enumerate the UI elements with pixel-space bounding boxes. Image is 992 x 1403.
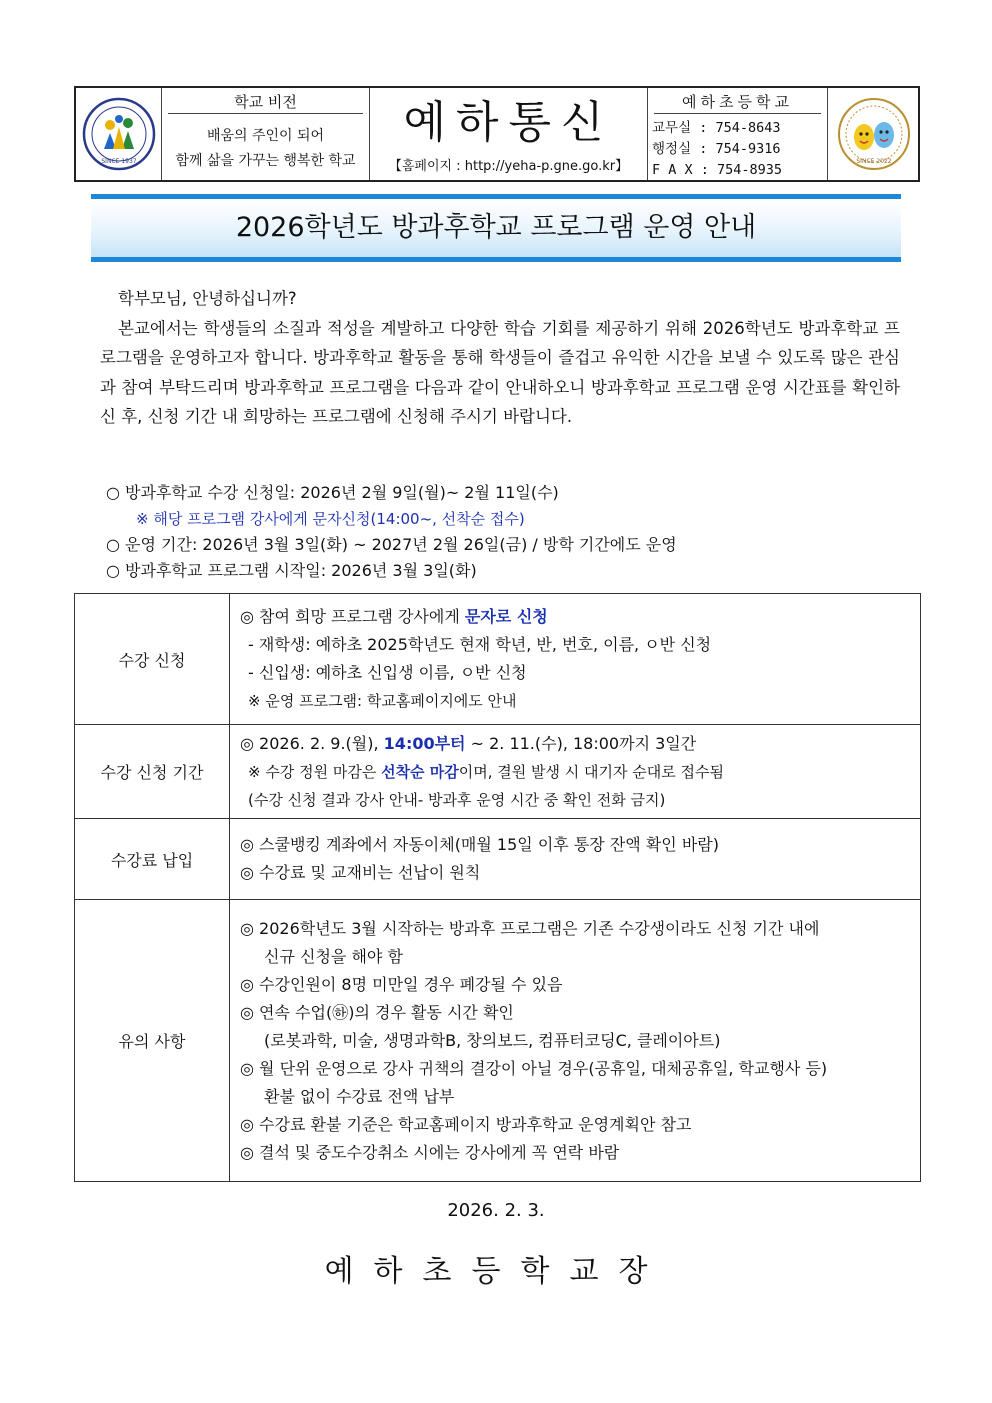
payment-line-1: ◎ 스쿨뱅킹 계좌에서 자동이체(매월 15일 이후 통장 잔액 확인 바람) (240, 835, 719, 854)
row-body-notes (230, 900, 921, 1182)
row-body-payment (230, 819, 921, 900)
homepage-address: 【홈페이지 : http://yeha-p.gne.go.kr】 (388, 159, 629, 174)
principal-signature: 예하초등학교장 (324, 1254, 668, 1289)
issue-date: 2026. 2. 3. (447, 1200, 545, 1221)
period-line-1c: ~ 2. 11.(수), 18:00까지 3일간 (465, 733, 697, 753)
operation-period-bullet: ○ 운영 기간: 2026년 3월 3일(화) ~ 2027년 2월 26일(금) / 방학 기간에도 운영 (106, 535, 677, 554)
row-label-payment: 수강료 납입 (75, 819, 230, 900)
row-label-apply: 수강 신청 (75, 594, 230, 725)
notes-line-6: ◎ 결석 및 중도수강취소 시에는 강사에게 꼭 연락 바람 (240, 1142, 620, 1162)
school-contact-cell (648, 88, 828, 180)
apply-date-bullet: ○ 방과후학교 수강 신청일: 2026년 2월 9일(월)~ 2월 11일(수) (106, 483, 559, 502)
document-title-banner: 2026학년도 방과후학교 프로그램 운영 안내 (91, 194, 901, 262)
notes-line-2: ◎ 수강인원이 8명 미만일 경우 폐강될 수 있음 (240, 974, 563, 994)
apply-highlight: 문자로 신청 (464, 607, 548, 626)
row-label-period: 수강 신청 기간 (75, 725, 230, 819)
greeting: 학부모님, 안녕하십니까? (118, 289, 297, 308)
newsletter-title: 예하통신 (403, 97, 614, 148)
payment-line-2: ◎ 수강료 및 교재비는 선납이 원칙 (240, 863, 481, 882)
notes-line-4b: 환불 없이 수강료 전액 납부 (264, 1086, 455, 1106)
notes-line-5: ◎ 수강료 환불 기준은 학교홈페이지 방과후학교 운영계획안 참고 (240, 1114, 692, 1134)
school-name: 예하초등학교 (654, 91, 821, 114)
intro-section (100, 284, 900, 432)
row-body-period (230, 725, 921, 819)
notes-line-3: ◎ 연속 수업(㉻)의 경우 활동 시간 확인 (240, 1002, 514, 1022)
notes-line-1: ◎ 2026학년도 3월 시작하는 방과후 프로그램은 기존 수강생이라도 신청 기간 내에 (240, 918, 820, 938)
school-emblem-logo (82, 97, 156, 171)
apply-line-4: ※ 운영 프로그램: 학교홈페이지에도 안내 (248, 692, 517, 710)
apply-line-1: ◎ 참여 희망 프로그램 강사에게 (240, 607, 465, 626)
contact-list (652, 118, 782, 181)
contact-office: 교무실 : 754-8643 (652, 120, 781, 136)
table-row (75, 819, 921, 900)
logo-left-caption: SINCE 1937 (100, 158, 137, 165)
start-date-bullet: ○ 방과후학교 프로그램 시작일: 2026년 3월 3일(화) (106, 561, 477, 580)
notes-line-1b: 신규 신청을 해야 함 (264, 946, 403, 966)
contact-fax: F A X : 754-8935 (652, 162, 783, 178)
period-highlight-time: 14:00부터 (383, 733, 466, 753)
mascot-logo-cell (828, 88, 920, 180)
intro-body: 본교에서는 학생들의 소질과 적성을 계발하고 다양한 학습 기회를 제공하기 위해 2026학년도 방과후학교 프로그램을 운영하고자 합니다. 방과후학교 활동을 통해 학생들이 즐겁고 유익한 시간을 보낼 수 있도록 많은 관심과 참여 부탁드리며 방과후학교 프로그램을 다음과 같이 안내하오니 방과후학교 프로그램 운영 시간표를 확인하신 후, 신청 기간 내 희망하는 프로그램에 신청해 주시기 바랍니다. (100, 318, 900, 426)
apply-line-2: - 재학생: 예하초 2025학년도 현재 학년, 반, 번호, 이름, ㅇ반 신청 (248, 635, 712, 654)
contact-admin: 행정실 : 754-9316 (652, 141, 781, 157)
school-logo-cell (76, 88, 162, 180)
mascot-logo (837, 97, 911, 171)
vision-line-1: 배움의 주인이 되어 (206, 128, 325, 144)
period-line-2a: ※ 수강 정원 마감은 (248, 762, 382, 781)
row-body-apply (230, 594, 921, 725)
apply-note: ※ 해당 프로그램 강사에게 문자신청(14:00~, 선착순 접수) (136, 510, 525, 528)
period-highlight-first-come: 선착순 마감 (381, 762, 459, 781)
school-vision-cell (162, 88, 370, 180)
table-row (75, 725, 921, 819)
notes-line-4: ◎ 월 단위 운영으로 강사 귀책의 결강이 아닐 경우(공휴일, 대체공휴일, 학교행사 등) (240, 1058, 828, 1078)
notes-line-3b: (로봇과학, 미술, 생명과학B, 창의보드, 컴퓨터코딩C, 클레이아트) (264, 1030, 721, 1050)
table-row (75, 900, 921, 1182)
apply-line-3: - 신입생: 예하초 신입생 이름, ㅇ반 신청 (248, 663, 527, 682)
logo-right-caption: SINCE 2022 (856, 158, 892, 165)
period-line-2c: 이며, 결원 발생 시 대기자 순대로 접수됨 (458, 762, 724, 781)
vision-label: 학교 비전 (168, 91, 363, 114)
newsletter-header (74, 86, 920, 182)
period-line-3: (수강 신청 결과 강사 안내- 방과후 운영 시간 중 확인 전화 금지) (248, 790, 666, 809)
vision-text (162, 124, 369, 174)
newsletter-title-cell (370, 88, 648, 180)
vision-line-2: 함께 삶을 가꾸는 행복한 학교 (175, 153, 356, 169)
row-label-notes: 유의 사항 (75, 900, 230, 1182)
table-row (75, 594, 921, 725)
guide-table (74, 593, 921, 1182)
schedule-bullets (106, 480, 677, 584)
period-line-1a: ◎ 2026. 2. 9.(월), (240, 733, 384, 753)
